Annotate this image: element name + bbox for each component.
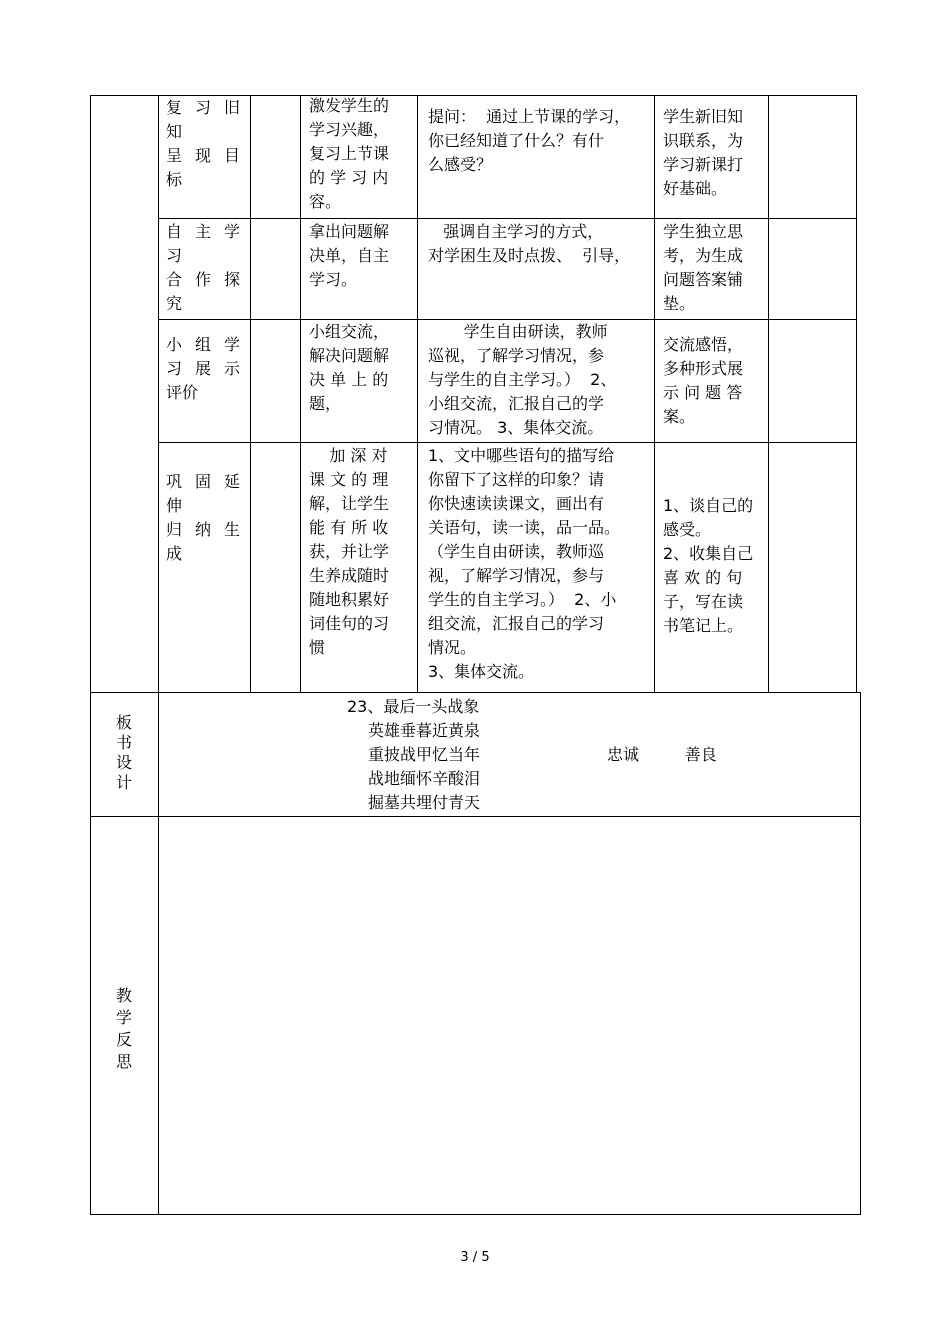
board-design-label: 板 书 设 计: [115, 713, 132, 792]
table-bottom-border: [90, 1214, 861, 1215]
column-divider: [417, 95, 418, 693]
teacher-activity: 强调自主学习的方式， 对学困生及时点拨、 引导，: [428, 222, 631, 265]
row-divider: [158, 218, 857, 219]
student-activity: 交流感悟， 多种形式展 示 问 题 答 案。: [663, 335, 744, 426]
stage-name: 自 主 学 习 合 作 探 究: [166, 222, 240, 313]
teaching-reflection-label: 教 学 反 思: [115, 986, 132, 1071]
design-intent: 激发学生的 学习兴趣， 复习上节课 的 学 习 内 容。: [309, 96, 390, 211]
teacher-activity: 1、文中哪些语句的描写给 你留下了这样的印象？请 你快速读读课文，画出有 关语句，读一读，品一品。 （学生自由研读，教师巡 视，了解学习情况，参与 学生的自主学习。） 2、小 组交流，汇报自己的学习 情况。 3、集体交流。: [428, 446, 621, 681]
table-left-border: [90, 95, 91, 1215]
column-divider: [250, 95, 251, 693]
design-intent: 小组交流， 解决问题解 决 单 上 的 题，: [309, 322, 390, 413]
student-activity: 1、谈自己的 感受。 2、收集自己 喜 欢 的 句 子，写在读 书笔记上。: [663, 496, 754, 635]
teaching-reflection-content: [159, 817, 859, 1213]
design-intent: 拿出问题解 决单，自主 学习。: [309, 222, 390, 289]
stage-name: 小 组 学 习 展 示 评价: [166, 335, 240, 402]
board-line: 掘墓共埋付青天: [368, 793, 481, 812]
section-divider: [90, 692, 861, 693]
page-number: 3 / 5: [460, 1250, 490, 1265]
table-right-border: [856, 95, 857, 693]
column-divider: [654, 95, 655, 693]
board-keywords: 忠诚 善良: [607, 745, 717, 764]
design-intent: 加 深 对 课 文 的 理 解，让学生 能 有 所 收 获，并让学 生养成随时 随地积累好 词佳句的习 惯: [309, 446, 390, 657]
board-line: 重披战甲忆当年: [368, 745, 481, 764]
student-activity: 学生独立思 考，为生成 问题答案铺 垫。: [663, 222, 744, 313]
board-title: 23、最后一头战象: [347, 697, 480, 716]
board-line: 英雄垂暮近黄泉: [368, 721, 481, 740]
board-line: 战地缅怀辛酸泪: [368, 769, 481, 788]
teacher-activity: 学生自由研读，教师 巡视，了解学习情况，参 与学生的自主学习。） 2、 小组交流，汇报自己的学 习情况。 3、集体交流。: [428, 322, 617, 437]
stage-name: 巩 固 延 伸 归 纳 生 成: [166, 472, 240, 563]
column-divider: [768, 95, 769, 693]
column-divider: [300, 95, 301, 693]
student-activity: 学生新旧知 识联系，为 学习新课打 好基础。: [663, 107, 744, 198]
table-right-border-lower: [860, 692, 861, 1215]
stage-name: 复 习 旧 知 呈 现 目 标: [166, 98, 240, 189]
teacher-activity: 提问： 通过上节课的学习， 你已经知道了什么？有什 么感受？: [428, 107, 631, 174]
row-divider: [158, 442, 857, 443]
